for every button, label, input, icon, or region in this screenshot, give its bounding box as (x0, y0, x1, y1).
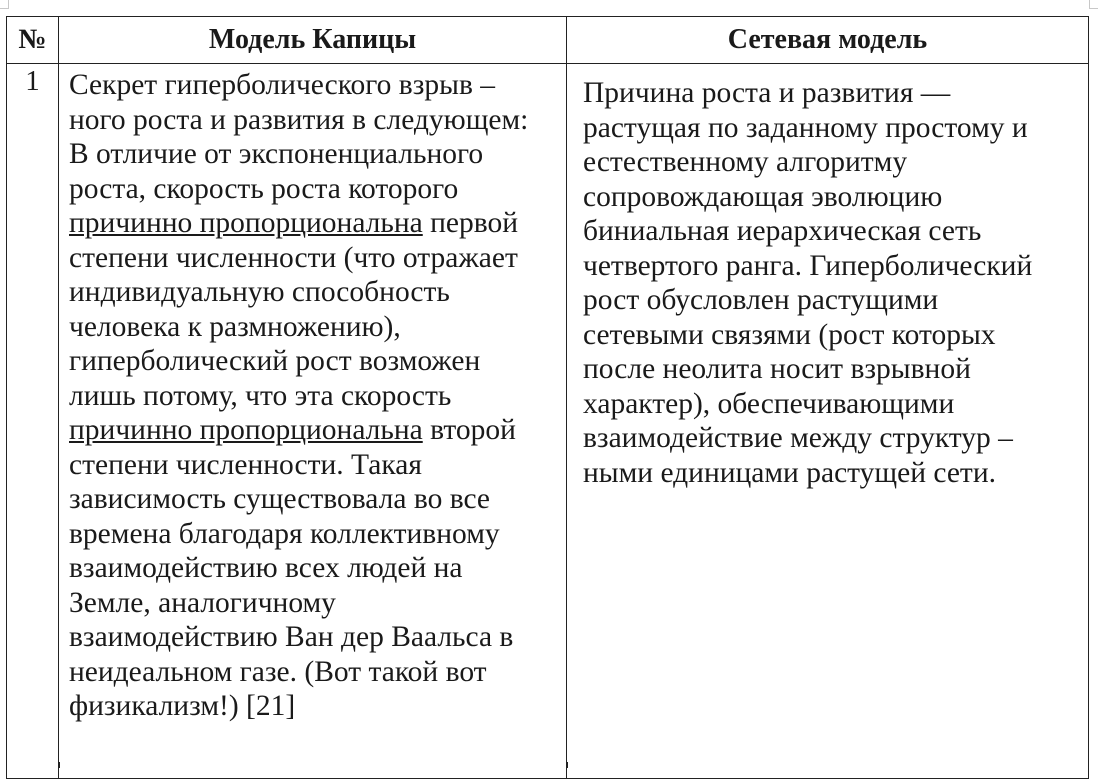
text-line (69, 413, 558, 448)
text-line: физикализм!) [21] (69, 690, 296, 722)
text-line: взаимодействие между структур – (583, 422, 1013, 454)
text-line: биниальная иерархическая сеть (583, 215, 982, 247)
underlined-phrase: причинно пропорциональна (69, 207, 423, 239)
row-number: 1 (7, 64, 59, 779)
text-line: характер), обеспечивающими (583, 387, 955, 420)
text-line: Земле, аналогичному (69, 586, 336, 619)
text-line: неидеальном газе. (Вот такой вот (69, 655, 487, 688)
text-line: В отличие от экспоненциального (69, 138, 484, 170)
header-kapitsa-model: Модель Капицы (59, 17, 567, 64)
text-line: сопровождающая эволюцию (583, 180, 943, 213)
text-line: зависимость существовала во все (69, 483, 491, 515)
text-line: четвертого ранга. Гиперболический (583, 249, 1033, 282)
text-line: сетевыми связями (рост которых (583, 318, 996, 351)
text-line: роста, скорость роста которого (69, 172, 459, 205)
text-line: степени численности. Такая (69, 448, 422, 481)
line-continuation: первой (422, 207, 519, 239)
network-model-cell (567, 64, 1089, 779)
text-line: ными единицами растущей сети. (583, 456, 996, 489)
text-line: после неолита носит взрывной (583, 353, 971, 385)
text-line: индивидуальную способность (69, 276, 450, 308)
page-corner-mark-right (1089, 0, 1098, 9)
kapitsa-model-cell (59, 64, 567, 779)
comparison-table (6, 16, 1089, 779)
text-line: ного роста и развития в следующем: (69, 103, 529, 136)
text-line: растущая по заданному простому и (583, 111, 1028, 144)
table-header-row (7, 17, 1089, 64)
text-line: взаимодействию Ван дер Ваальса в (69, 621, 514, 653)
line-continuation: второй (422, 414, 516, 446)
page-corner-mark-left (0, 0, 9, 9)
text-line: времена благодаря коллективному (69, 517, 500, 550)
header-number: № (7, 17, 59, 64)
text-line: естественному алгоритму (583, 146, 908, 178)
text-line (69, 206, 558, 241)
text-line: степени численности (что отражает (69, 241, 518, 274)
text-line: лишь потому, что эта скорость (69, 379, 452, 412)
text-line: Секрет гиперболического взрыв – (69, 69, 496, 101)
text-line: взаимодействию всех людей на (69, 552, 463, 584)
text-line: человека к размножению), (69, 310, 401, 343)
text-line: Причина роста и развития — (583, 77, 951, 109)
text-line: рост обусловлен растущими (583, 284, 939, 316)
table-row (7, 64, 1089, 779)
header-network-model: Сетевая модель (567, 17, 1089, 64)
next-row-edge (6, 762, 1089, 768)
underlined-phrase: причинно пропорциональна (69, 414, 423, 446)
text-line: гиперболический рост возможен (69, 345, 481, 377)
